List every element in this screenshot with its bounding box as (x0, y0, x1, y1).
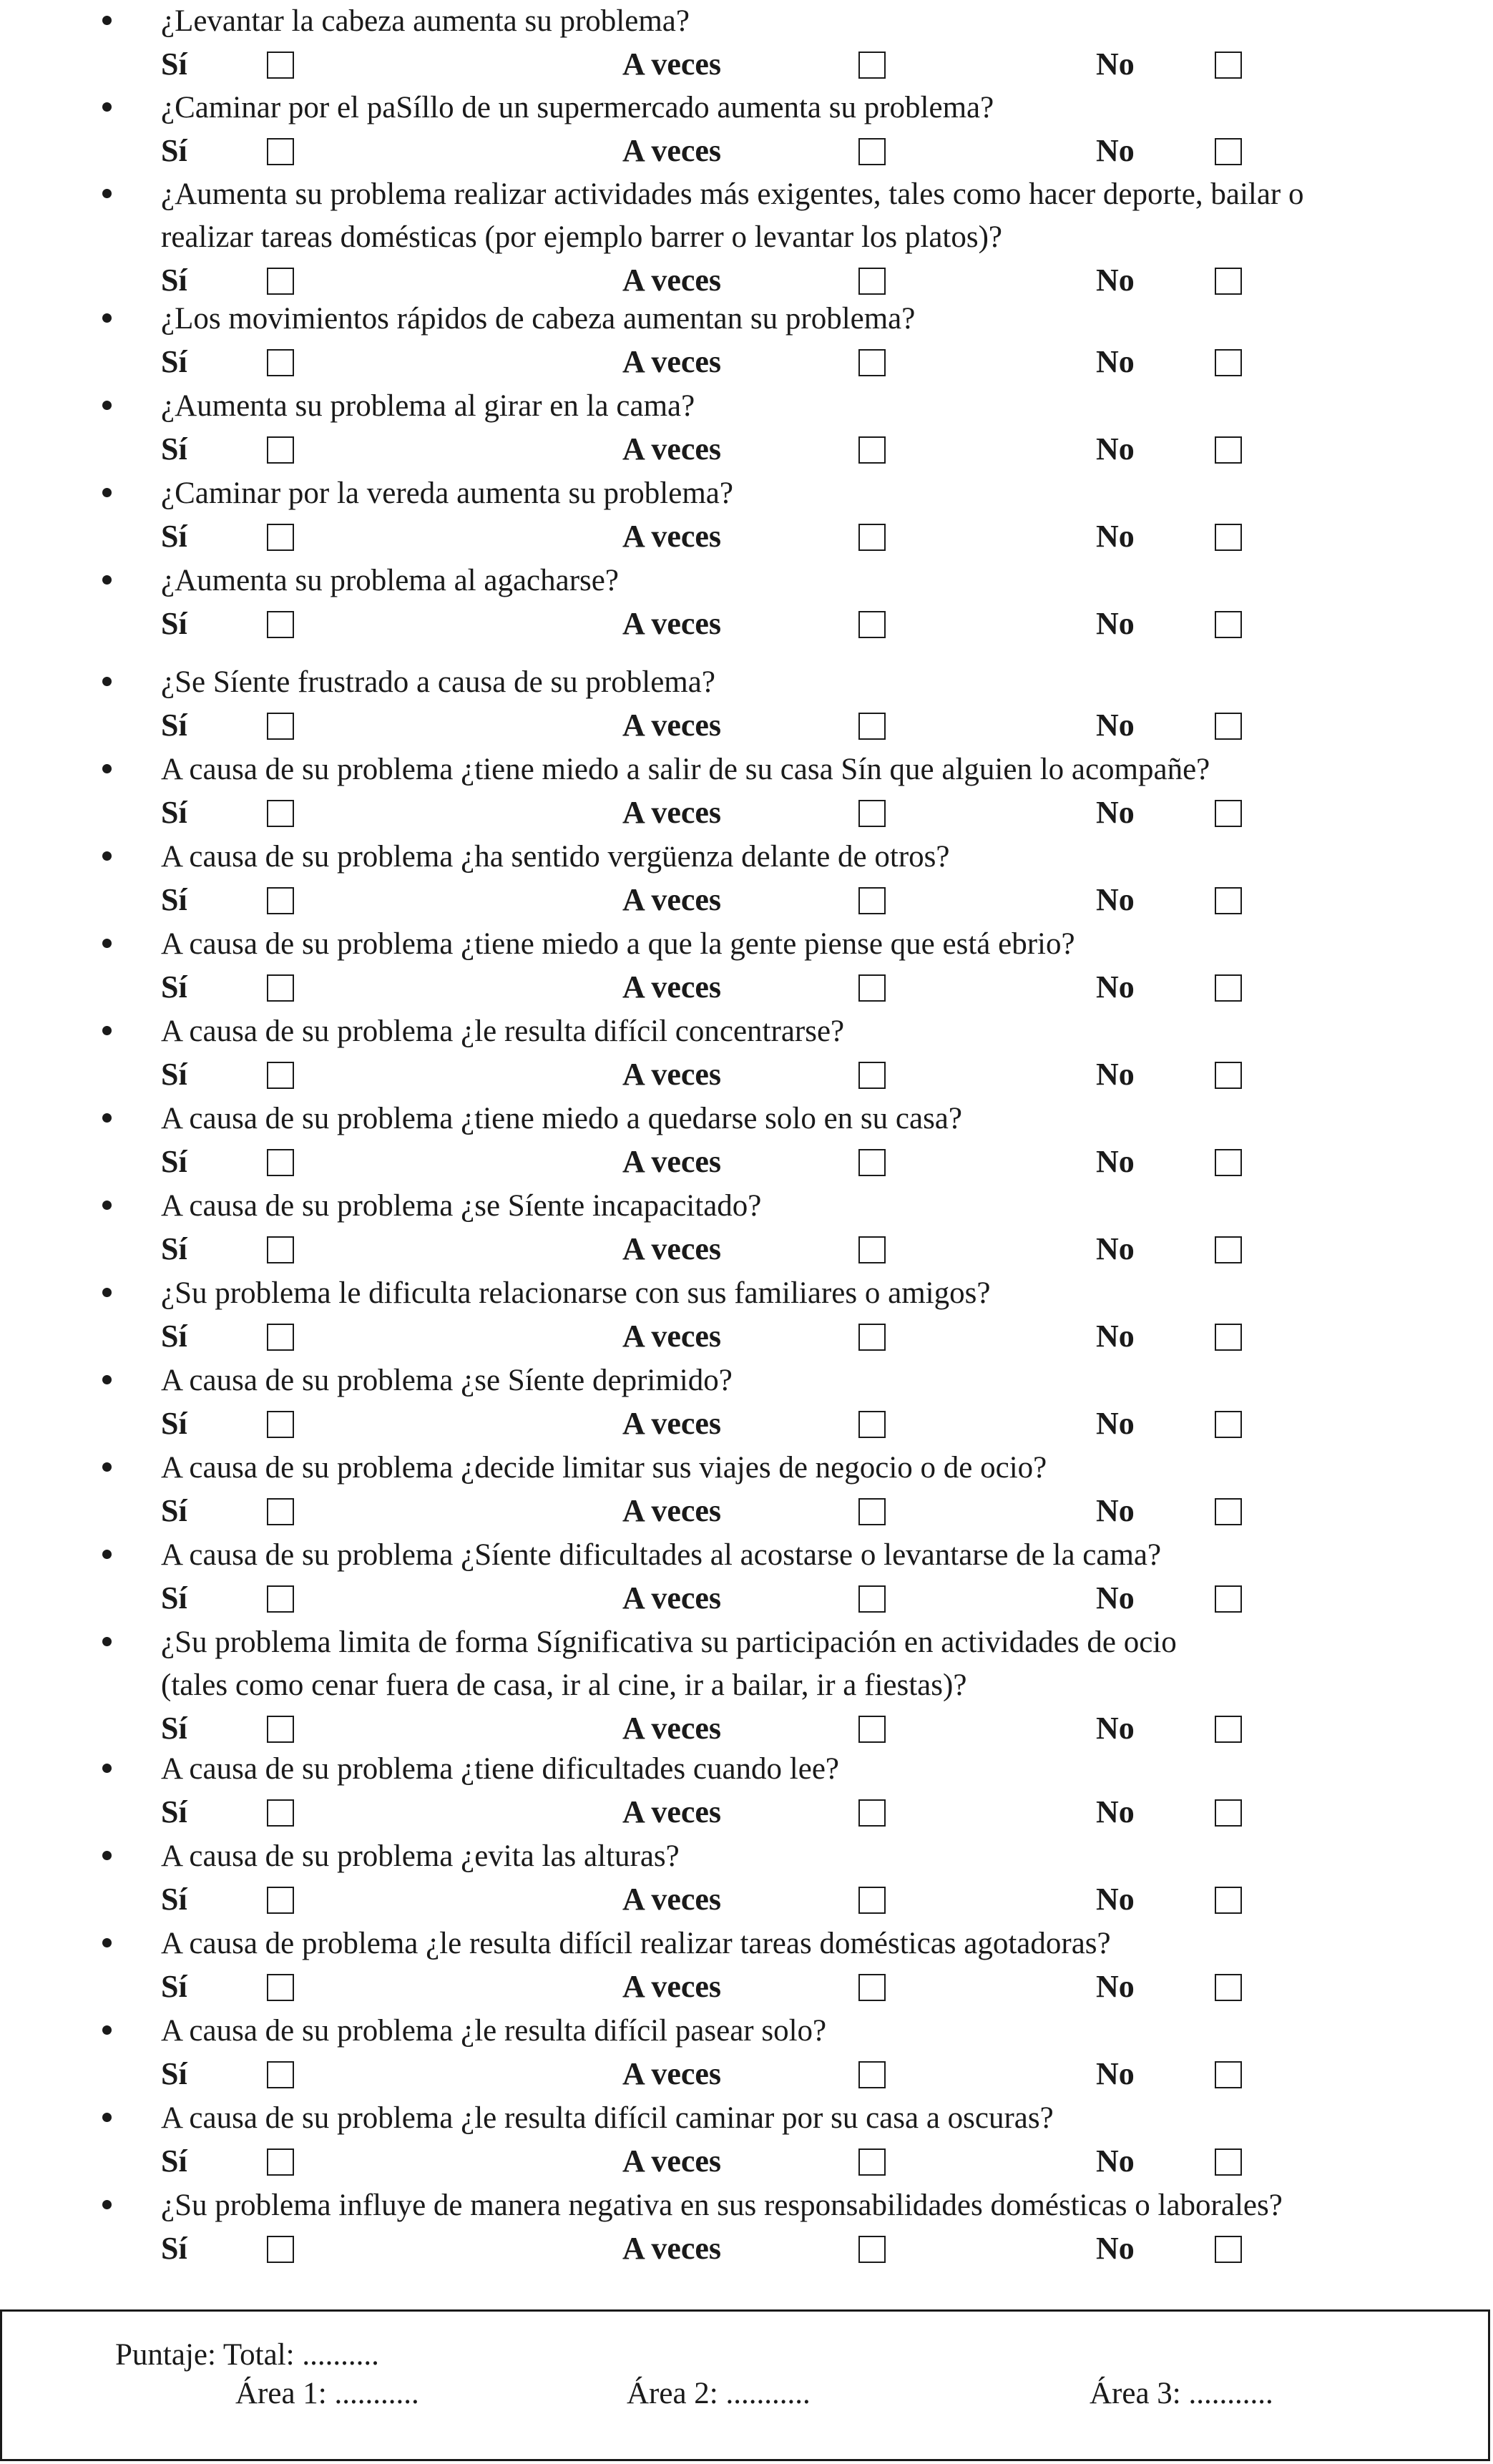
question-text: A causa de su problema ¿le resulta difícil caminar por su casa a oscuras? (161, 2101, 1054, 2135)
answer-yes-checkbox[interactable] (267, 2148, 294, 2176)
answer-no-label: No (1096, 969, 1135, 1004)
answer-no-checkbox[interactable] (1215, 887, 1242, 914)
answer-no-label: No (1096, 2231, 1135, 2266)
answer-sometimes-checkbox[interactable] (858, 1236, 886, 1263)
answer-no-checkbox[interactable] (1215, 1887, 1242, 1914)
bullet-icon (102, 1375, 112, 1384)
answer-yes-checkbox[interactable] (267, 1887, 294, 1914)
answer-yes-label: Sí (161, 133, 187, 168)
bullet-icon (102, 1462, 112, 1472)
answer-yes-label: Sí (161, 1406, 187, 1441)
answer-yes-checkbox[interactable] (267, 52, 294, 79)
answer-no-checkbox[interactable] (1215, 268, 1242, 295)
answer-yes-label: Sí (161, 1144, 187, 1179)
answer-yes-checkbox[interactable] (267, 713, 294, 740)
answer-sometimes-label: A veces (622, 1057, 722, 1092)
answer-yes-checkbox[interactable] (267, 436, 294, 464)
answer-no-label: No (1096, 2056, 1135, 2091)
answer-no-checkbox[interactable] (1215, 524, 1242, 551)
answer-no-label: No (1096, 1711, 1135, 1746)
answer-sometimes-label: A veces (622, 47, 722, 82)
answer-no-checkbox[interactable] (1215, 1324, 1242, 1351)
bullet-icon (102, 102, 112, 112)
answer-no-checkbox[interactable] (1215, 52, 1242, 79)
question-text: ¿Levantar la cabeza aumenta su problema? (161, 4, 690, 38)
answer-no-label: No (1096, 1057, 1135, 1092)
answer-sometimes-label: A veces (622, 1969, 722, 2004)
bullet-icon (102, 1851, 112, 1860)
score-total: Puntaje: Total: .......... (115, 2338, 379, 2372)
answer-yes-label: Sí (161, 1969, 187, 2004)
answer-yes-checkbox[interactable] (267, 1498, 294, 1525)
bullet-icon (102, 2200, 112, 2209)
answer-sometimes-label: A veces (622, 1882, 722, 1917)
bullet-icon (102, 575, 112, 585)
answer-no-checkbox[interactable] (1215, 1062, 1242, 1089)
answer-no-checkbox[interactable] (1215, 974, 1242, 1002)
answer-yes-checkbox[interactable] (267, 138, 294, 165)
answer-no-label: No (1096, 1882, 1135, 1917)
question-text: A causa de su problema ¿tiene dificultades cuando lee? (161, 1752, 839, 1786)
answer-yes-label: Sí (161, 431, 187, 466)
answer-sometimes-label: A veces (622, 2056, 722, 2091)
bullet-icon (102, 313, 112, 323)
answer-yes-label: Sí (161, 344, 187, 379)
answer-no-label: No (1096, 1231, 1135, 1266)
answer-no-checkbox[interactable] (1215, 1236, 1242, 1263)
answer-no-checkbox[interactable] (1215, 1498, 1242, 1525)
question-text: A causa de su problema ¿decide limitar sus viajes de negocio o de ocio? (161, 1451, 1047, 1485)
answer-no-label: No (1096, 1580, 1135, 1615)
question-text: A causa de su problema ¿le resulta difícil pasear solo? (161, 2014, 827, 2048)
answer-no-checkbox[interactable] (1215, 2236, 1242, 2263)
question-text: ¿Su problema le dificulta relacionarse con sus familiares o amigos? (161, 1276, 991, 1310)
answer-no-checkbox[interactable] (1215, 800, 1242, 827)
answer-yes-checkbox[interactable] (267, 800, 294, 827)
answer-no-label: No (1096, 2143, 1135, 2179)
question-text: ¿Caminar por la vereda aumenta su problema? (161, 476, 733, 510)
answer-no-label: No (1096, 47, 1135, 82)
bullet-icon (102, 2113, 112, 2122)
answer-sometimes-label: A veces (622, 1794, 722, 1829)
answer-sometimes-checkbox[interactable] (858, 524, 886, 551)
bullet-icon (102, 1764, 112, 1773)
question-text: ¿Su problema limita de forma Sígnificativa su participación en actividades de ocio (161, 1625, 1177, 1659)
answer-yes-label: Sí (161, 2231, 187, 2266)
question-text: (tales como cenar fuera de casa, ir al cine, ir a bailar, ir a fiestas)? (161, 1668, 967, 1702)
answer-no-checkbox[interactable] (1215, 1585, 1242, 1613)
answer-yes-label: Sí (161, 1882, 187, 1917)
answer-sometimes-checkbox[interactable] (858, 1887, 886, 1914)
answer-sometimes-checkbox[interactable] (858, 138, 886, 165)
answer-sometimes-label: A veces (622, 1231, 722, 1266)
answer-sometimes-checkbox[interactable] (858, 611, 886, 638)
answer-sometimes-label: A veces (622, 1711, 722, 1746)
answer-sometimes-checkbox[interactable] (858, 1716, 886, 1743)
answer-no-label: No (1096, 344, 1135, 379)
answer-no-label: No (1096, 1144, 1135, 1179)
answer-no-label: No (1096, 519, 1135, 554)
answer-yes-checkbox[interactable] (267, 1411, 294, 1438)
answer-sometimes-label: A veces (622, 795, 722, 830)
answer-sometimes-label: A veces (622, 708, 722, 743)
question-text: A causa de su problema ¿evita las alturas? (161, 1839, 680, 1873)
question-text: A causa de su problema ¿le resulta difícil concentrarse? (161, 1015, 845, 1048)
answer-no-label: No (1096, 263, 1135, 298)
answer-sometimes-label: A veces (622, 2143, 722, 2179)
answer-no-label: No (1096, 133, 1135, 168)
answer-no-checkbox[interactable] (1215, 1716, 1242, 1743)
answer-no-checkbox[interactable] (1215, 349, 1242, 376)
answer-sometimes-label: A veces (622, 133, 722, 168)
answer-no-checkbox[interactable] (1215, 1799, 1242, 1827)
answer-sometimes-checkbox[interactable] (858, 2236, 886, 2263)
answer-yes-checkbox[interactable] (267, 1716, 294, 1743)
question-text: ¿Los movimientos rápidos de cabeza aumentan su problema? (161, 302, 916, 336)
answer-yes-label: Sí (161, 2143, 187, 2179)
answer-yes-checkbox[interactable] (267, 349, 294, 376)
answer-sometimes-checkbox[interactable] (858, 1324, 886, 1351)
answer-no-label: No (1096, 1969, 1135, 2004)
answer-yes-label: Sí (161, 708, 187, 743)
bullet-icon (102, 1288, 112, 1297)
answer-yes-checkbox[interactable] (267, 268, 294, 295)
answer-sometimes-label: A veces (622, 2231, 722, 2266)
answer-yes-checkbox[interactable] (267, 1062, 294, 1089)
answer-no-checkbox[interactable] (1215, 611, 1242, 638)
answer-yes-checkbox[interactable] (267, 1324, 294, 1351)
answer-no-label: No (1096, 795, 1135, 830)
bullet-icon (102, 1637, 112, 1646)
answer-sometimes-checkbox[interactable] (858, 349, 886, 376)
bullet-icon (102, 2025, 112, 2035)
answer-yes-label: Sí (161, 1493, 187, 1528)
question-text: ¿Aumenta su problema realizar actividades más exigentes, tales como hacer deporte, bailar o (161, 177, 1304, 211)
answer-yes-checkbox[interactable] (267, 2236, 294, 2263)
question-text: A causa de su problema ¿Síente dificultades al acostarse o levantarse de la cama? (161, 1538, 1162, 1572)
answer-sometimes-checkbox[interactable] (858, 1498, 886, 1525)
score-area-3: Área 3: ........... (1090, 2377, 1273, 2410)
answer-sometimes-checkbox[interactable] (858, 1062, 886, 1089)
answer-yes-checkbox[interactable] (267, 1974, 294, 2001)
answer-yes-label: Sí (161, 1231, 187, 1266)
bullet-icon (102, 16, 112, 25)
bullet-icon (102, 677, 112, 686)
bullet-icon (102, 1550, 112, 1559)
question-text: ¿Caminar por el paSíllo de un supermercado aumenta su problema? (161, 91, 994, 124)
bullet-icon (102, 189, 112, 198)
answer-yes-label: Sí (161, 519, 187, 554)
answer-sometimes-checkbox[interactable] (858, 436, 886, 464)
question-text: ¿Su problema influye de manera negativa en sus responsabilidades domésticas o laborales? (161, 2189, 1283, 2222)
bullet-icon (102, 1938, 112, 1947)
score-box (0, 2309, 1490, 2461)
bullet-icon (102, 401, 112, 410)
answer-no-label: No (1096, 431, 1135, 466)
answer-yes-checkbox[interactable] (267, 524, 294, 551)
answer-yes-label: Sí (161, 1580, 187, 1615)
answer-no-checkbox[interactable] (1215, 1411, 1242, 1438)
answer-yes-label: Sí (161, 795, 187, 830)
question-text: ¿Aumenta su problema al agacharse? (161, 564, 619, 597)
answer-yes-label: Sí (161, 47, 187, 82)
answer-sometimes-checkbox[interactable] (858, 800, 886, 827)
score-area-1: Área 1: ........... (235, 2377, 419, 2410)
answer-yes-checkbox[interactable] (267, 1236, 294, 1263)
answer-no-checkbox[interactable] (1215, 1149, 1242, 1176)
answer-no-checkbox[interactable] (1215, 2061, 1242, 2088)
question-text: A causa de su problema ¿se Síente deprimido? (161, 1364, 733, 1397)
answer-yes-checkbox[interactable] (267, 611, 294, 638)
answer-yes-checkbox[interactable] (267, 1149, 294, 1176)
answer-no-label: No (1096, 708, 1135, 743)
score-area-2: Área 2: ........... (627, 2377, 811, 2410)
answer-sometimes-label: A veces (622, 969, 722, 1004)
answer-yes-label: Sí (161, 2056, 187, 2091)
answer-yes-label: Sí (161, 882, 187, 917)
answer-sometimes-checkbox[interactable] (858, 1974, 886, 2001)
answer-yes-label: Sí (161, 606, 187, 641)
answer-sometimes-label: A veces (622, 606, 722, 641)
answer-no-checkbox[interactable] (1215, 2148, 1242, 2176)
answer-sometimes-checkbox[interactable] (858, 2148, 886, 2176)
answer-yes-checkbox[interactable] (267, 887, 294, 914)
answer-sometimes-label: A veces (622, 1319, 722, 1354)
answer-yes-checkbox[interactable] (267, 1799, 294, 1827)
bullet-icon (102, 764, 112, 773)
answer-no-label: No (1096, 882, 1135, 917)
question-text: A causa de su problema ¿tiene miedo a quedarse solo en su casa? (161, 1102, 962, 1135)
answer-no-label: No (1096, 1794, 1135, 1829)
answer-no-label: No (1096, 1319, 1135, 1354)
bullet-icon (102, 851, 112, 861)
answer-yes-label: Sí (161, 1794, 187, 1829)
answer-sometimes-label: A veces (622, 1493, 722, 1528)
answer-no-checkbox[interactable] (1215, 436, 1242, 464)
answer-yes-checkbox[interactable] (267, 2061, 294, 2088)
answer-sometimes-label: A veces (622, 882, 722, 917)
answer-sometimes-checkbox[interactable] (858, 52, 886, 79)
answer-yes-checkbox[interactable] (267, 1585, 294, 1613)
answer-no-checkbox[interactable] (1215, 1974, 1242, 2001)
bullet-icon (102, 488, 112, 497)
question-text: A causa de su problema ¿tiene miedo a que la gente piense que está ebrio? (161, 927, 1075, 961)
answer-no-label: No (1096, 1406, 1135, 1441)
answer-sometimes-label: A veces (622, 1406, 722, 1441)
answer-yes-label: Sí (161, 1711, 187, 1746)
answer-sometimes-checkbox[interactable] (858, 1799, 886, 1827)
answer-no-label: No (1096, 1493, 1135, 1528)
answer-sometimes-label: A veces (622, 344, 722, 379)
question-text: A causa de su problema ¿se Síente incapacitado? (161, 1189, 762, 1223)
bullet-icon (102, 939, 112, 948)
answer-sometimes-checkbox[interactable] (858, 713, 886, 740)
answer-sometimes-checkbox[interactable] (858, 974, 886, 1002)
bullet-icon (102, 1201, 112, 1210)
question-text: A causa de su problema ¿tiene miedo a salir de su casa Sín que alguien lo acompañe? (161, 753, 1210, 786)
question-text: A causa de problema ¿le resulta difícil realizar tareas domésticas agotadoras? (161, 1927, 1111, 1960)
answer-no-checkbox[interactable] (1215, 713, 1242, 740)
question-text: realizar tareas domésticas (por ejemplo barrer o levantar los platos)? (161, 220, 1002, 254)
question-text: ¿Aumenta su problema al girar en la cama? (161, 389, 695, 423)
answer-sometimes-label: A veces (622, 1580, 722, 1615)
answer-yes-label: Sí (161, 1057, 187, 1092)
answer-sometimes-label: A veces (622, 519, 722, 554)
answer-sometimes-checkbox[interactable] (858, 1585, 886, 1613)
answer-sometimes-checkbox[interactable] (858, 2061, 886, 2088)
answer-sometimes-checkbox[interactable] (858, 887, 886, 914)
answer-yes-label: Sí (161, 1319, 187, 1354)
answer-no-label: No (1096, 606, 1135, 641)
answer-sometimes-checkbox[interactable] (858, 268, 886, 295)
question-text: ¿Se Síente frustrado a causa de su problema? (161, 665, 715, 699)
answer-yes-checkbox[interactable] (267, 974, 294, 1002)
answer-no-checkbox[interactable] (1215, 138, 1242, 165)
answer-sometimes-label: A veces (622, 263, 722, 298)
answer-yes-label: Sí (161, 969, 187, 1004)
bullet-icon (102, 1113, 112, 1123)
answer-sometimes-label: A veces (622, 431, 722, 466)
answer-yes-label: Sí (161, 263, 187, 298)
answer-sometimes-label: A veces (622, 1144, 722, 1179)
bullet-icon (102, 1026, 112, 1035)
question-text: A causa de su problema ¿ha sentido vergüenza delante de otros? (161, 840, 950, 874)
answer-sometimes-checkbox[interactable] (858, 1149, 886, 1176)
answer-sometimes-checkbox[interactable] (858, 1411, 886, 1438)
